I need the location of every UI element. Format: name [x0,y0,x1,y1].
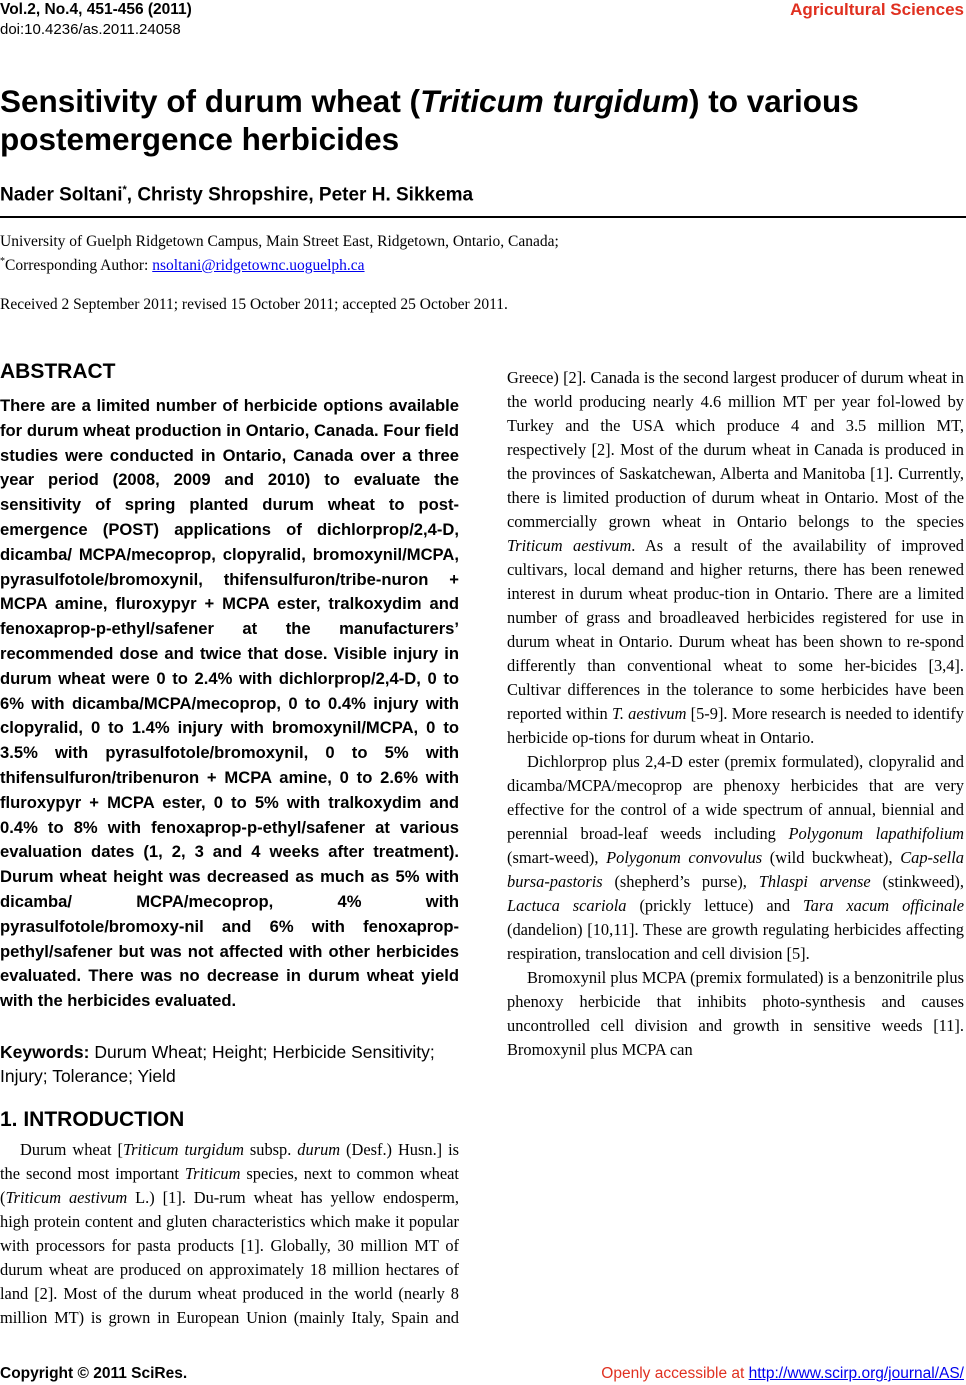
copyright-notice: Copyright © 2011 SciRes. [0,1365,188,1382]
author-rest: , Christy Shropshire, Peter H. Sikkema [126,184,474,206]
keywords-text: Durum Wheat; Height; Herbicide Sensitivity; Injury; Tolerance; Yield [0,1041,435,1086]
keywords-label: Keywords: [0,1041,90,1062]
author-email-link[interactable]: nsoltani@ridgetownc.uoguelph.ca [152,257,365,275]
paper-title [0,82,960,158]
title-part-2: ) to various postemergence herbicides [0,83,859,157]
running-header [0,0,192,40]
submission-history: Received 2 September 2011; revised 15 October 2011; accepted 25 October 2011. [0,296,508,313]
title-italic: Triticum turgidum [420,83,689,119]
intro-heading: 1. INTRODUCTION [0,1107,185,1131]
title-part-1: Sensitivity of durum wheat ( [0,83,421,119]
affiliation-line: University of Guelph Ridgetown Campus, Main Street East, Ridgetown, Ontario, Canada; [0,233,559,250]
corresponding-label: Corresponding Author: [5,257,153,275]
abstract-text: There are a limited number of herbicide options available for durum wheat production in Ontario, Canada. Four field studies were conducted in Ontario, Canada over a three year period (2008, 2009 and 2010) to evaluate the sensitivity of spring planted durum wheat to post-emergence (POST) applications of dichlorprop/2,4-D, dicamba/ MCPA/mecoprop, clopyralid, bromoxynil/MCPA, pyrasulfotole/bromoxynil, thifensulfuron/tribe-nuron + MCPA amine, fluroxypyr + MCPA ester, tralkoxydim and fenoxaprop-p-ethyl/safener at the manufacturers’ recommended dose and twice that dose. Visible injury in durum wheat were 0 to 2.4% with dichlorprop/2,4-D, 0 to 6% with dicamba/MCPA/mecoprop, 0 to 0.4% injury with clopyralid, 0 to 1.4% injury with bromoxynil/MCPA, 0 to 3.5% with pyrasulfotole/bromoxynil, 0 to 5% with thifensulfuron/tribenuron + MCPA amine, 0 to 2.6% with fluroxypyr + MCPA ester, 0 to 5% with tralkoxydim and 0.4% to 8% with fenoxaprop-p-ethyl/safener at various evaluation dates (1, 2, 3 and 4 weeks after treatment). Durum wheat height was decreased as much as 5% with dicamba/ MCPA/mecoprop, 4% with pyrasulfotole/bromoxy-nil and 6% with fenoxaprop-pethyl/safener but was not affected with other herbicides evaluated. There was no decrease in durum wheat yield with the herbicides evaluated. [0,396,459,1011]
corresponding-mark: * [122,184,127,196]
corresponding-mark-2: * [0,256,5,267]
author-first: Nader Soltani [0,184,123,206]
keywords [0,1040,459,1088]
intro-paragraph-3: Bromoxynil plus MCPA (premix formulated) is a benzonitrile plus phenoxy herbicide that inhibits photo-synthesis and causes uncontrolled cell division and growth in sensitive weeds [11]. Bromoxynil plus MCPA can [507,968,964,1059]
intro-paragraph-1: Durum wheat [Triticum turgidum subsp. durum (Desf.) Husn.] is the second most important Triticum species, next to common wheat (Triticum aestivum L.) [1]. Du-rum wheat has yellow endosperm, high protein content and gluten characteristics which make it popular with processors for pasta products [1]. Globally, 30 million MT of durum wheat are produced on approximately 18 million hectares of land [2]. Most of the durum wheat produced in the world (nearly 8 million MT) is grown in European Union (mainly Italy, Spain and [0,1139,460,1327]
corresponding-author [0,252,559,276]
affiliation [0,232,559,276]
open-access-notice: Openly accessible at http://www.scirp.org/journal/AS/ [601,1365,964,1382]
journal-doi: doi:10.4236/as.2011.24058 [0,21,181,38]
title-divider [0,216,966,218]
left-column [0,360,459,1330]
right-column [507,366,964,1062]
journal-name: Agricultural Sciences [790,0,964,19]
intro-paragraph-2: Dichlorprop plus 2,4-D ester (premix formulated), clopyralid and dicamba/MCPA/mecoprop are phenoxy herbicides that are very effective for the control of a wide spectrum of annual, biennial and perennial broad-leaf weeds including Polygonum lapathifolium (smart-weed), Polygonum convovulus (wild buckwheat), Cap-sella bursa-pastoris (shepherd’s purse), Thlaspi arvense (stinkweed), Lactuca scariola (prickly lettuce) and Tara xacum officinale (dandelion) [10,11]. These are growth regulating herbicides affecting respiration, translocation and cell division [5]. [507,752,964,963]
authors [0,184,473,206]
abstract-heading: ABSTRACT [0,360,116,383]
journal-url-link[interactable]: http://www.scirp.org/journal/AS/ [748,1365,964,1382]
intro-paragraph-1-continued: Greece) [2]. Canada is the second largest producer of durum wheat in the world producing nearly 4.6 million MT per year fol-lowed by Turkey and the USA which produce 4 and 3.5 million MT, respectively [2]. Most of the durum wheat in Canada is produced in the provinces of Saskatchewan, Alberta and Manitoba [1]. Currently, there is limited production of durum wheat in Ontario. Most of the commercially grown wheat in Ontario belongs to the species Triticum aestivum. As a result of the availability of improved cultivars, local demand and higher returns, there has been renewed interest in durum wheat produc-tion in Ontario. There are a limited number of grass and broadleaved herbicides registered for use in durum wheat in Ontario. Durum wheat has been shown to re-spond differently than conventional wheat to some her-bicides [3,4]. Cultivar differences in the tolerance to some herbicides have been reported within T. aestivum [5-9]. More research is needed to identify herbicide op-tions for durum wheat in Ontario. [507,368,965,747]
journal-volume: Vol.2, No.4, 451-456 (2011) [0,1,192,18]
